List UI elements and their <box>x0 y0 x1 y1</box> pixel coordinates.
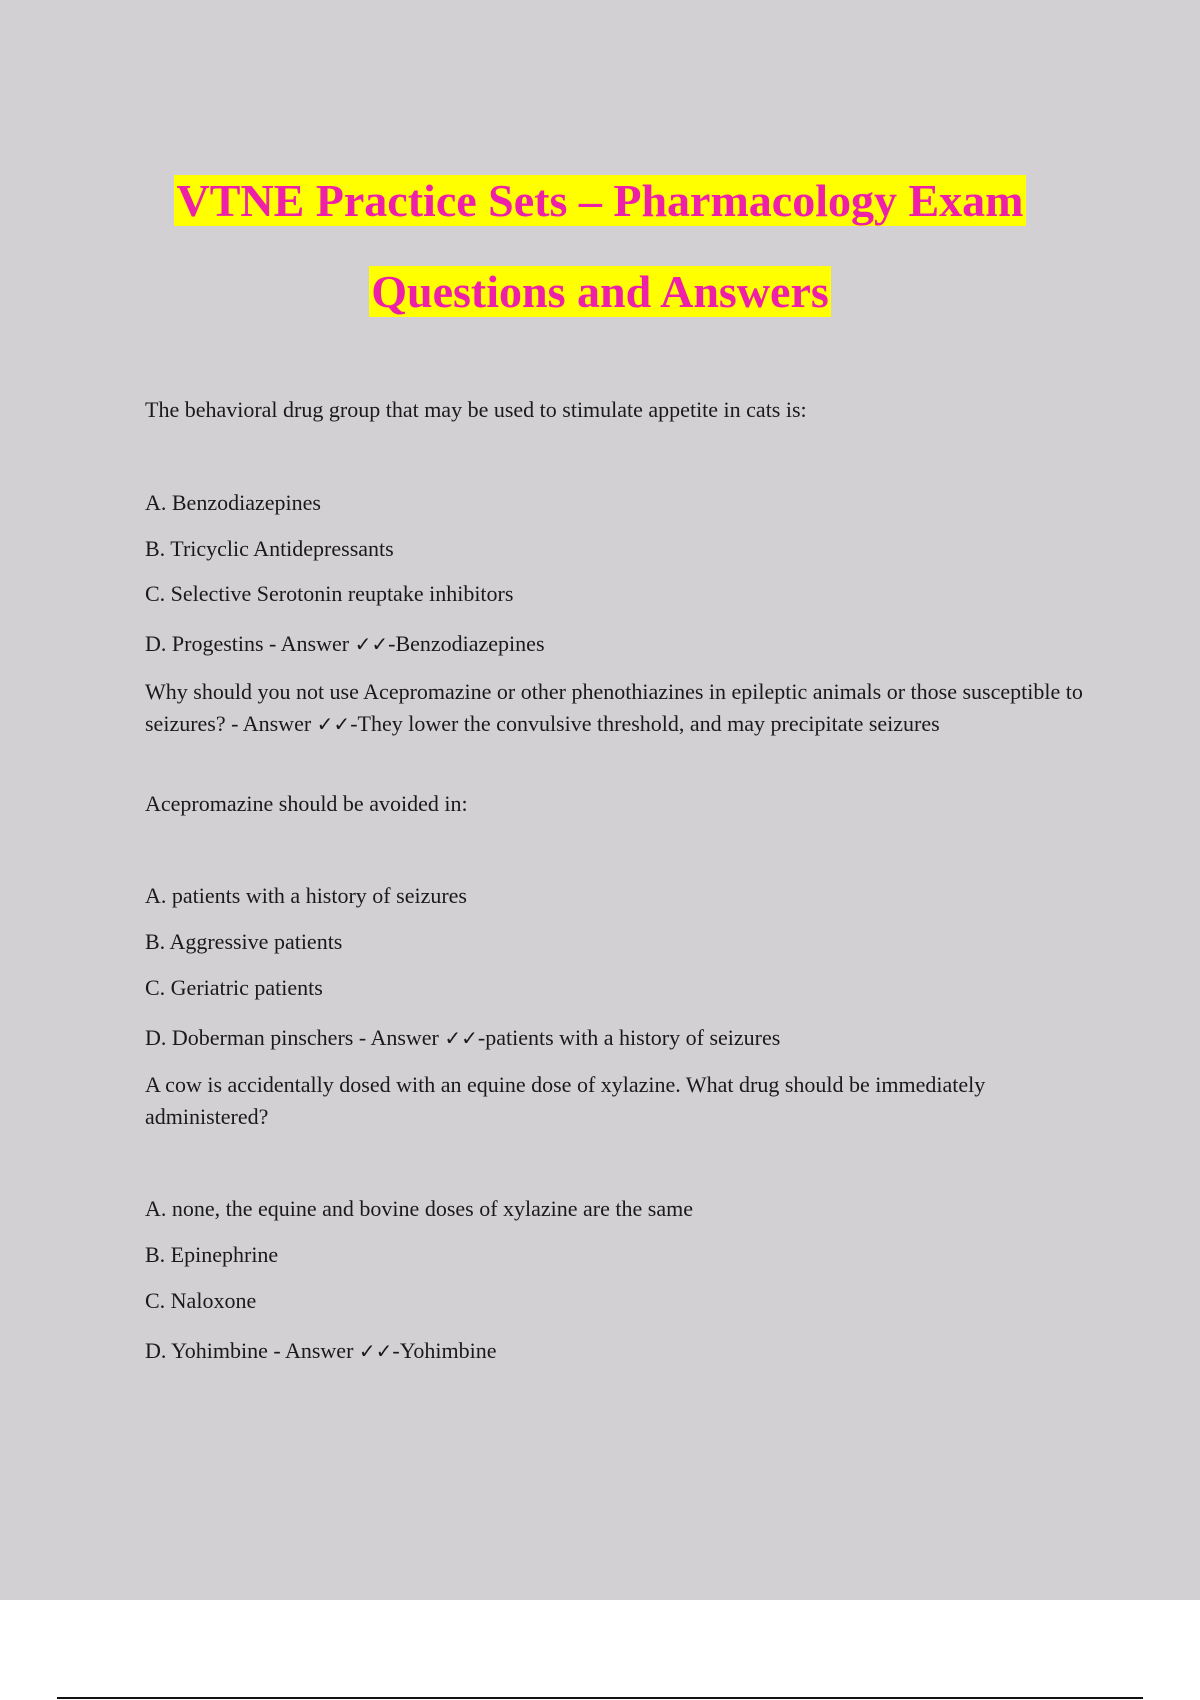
check-mark-icon: ✓✓ <box>316 712 351 736</box>
question-2-prompt: Why should you not use Acepromazine or other phenothiazines in epileptic animals or those susceptible to seizures? - Answer <box>145 679 1083 736</box>
question-2 <box>145 676 1085 740</box>
document-title-line-1 <box>100 170 1100 232</box>
question-4-option-c: C. Naloxone <box>145 1288 257 1313</box>
question-3-option-c: C. Geriatric patients <box>145 975 323 1000</box>
question-4-answer: -Yohimbine <box>392 1338 497 1363</box>
check-mark-icon: ✓✓ <box>444 1026 478 1050</box>
check-mark-icon: ✓✓ <box>354 632 389 656</box>
question-1-answer: -Benzodiazepines <box>388 631 545 656</box>
question-3-answer: -patients with a history of seizures <box>477 1025 781 1050</box>
title-highlight-1: VTNE Practice Sets – Pharmacology Exam <box>176 175 1024 226</box>
question-1-option-d-text: D. Progestins - Answer <box>145 631 355 656</box>
question-4-option-d <box>145 1335 497 1367</box>
question-4-option-d-text: D. Yohimbine - Answer <box>145 1338 359 1363</box>
question-1-option-b: B. Tricyclic Antidepressants <box>145 536 394 561</box>
question-1-option-d <box>145 628 545 660</box>
check-mark-icon: ✓✓ <box>358 1339 393 1363</box>
question-2-answer: -They lower the convulsive threshold, and may precipitate seizures <box>350 711 940 736</box>
footer-divider <box>57 1697 1143 1699</box>
next-page-area <box>0 1600 1200 1700</box>
question-3-option-b: B. Aggressive patients <box>145 929 343 954</box>
question-3-prompt: Acepromazine should be avoided in: <box>145 791 468 816</box>
question-1-option-a: A. Benzodiazepines <box>145 490 321 515</box>
question-1-option-c: C. Selective Serotonin reuptake inhibitors <box>145 581 514 606</box>
title-highlight-2: Questions and Answers <box>371 266 829 317</box>
question-4-prompt: A cow is accidentally dosed with an equine dose of xylazine. What drug should be immediately administered? <box>145 1072 986 1129</box>
question-4-option-a: A. none, the equine and bovine doses of xylazine are the same <box>145 1196 693 1221</box>
question-1-prompt: The behavioral drug group that may be used to stimulate appetite in cats is: <box>145 397 807 422</box>
question-3-option-a: A. patients with a history of seizures <box>145 883 467 908</box>
question-3-option-d <box>145 1022 780 1054</box>
question-4-option-b: B. Epinephrine <box>145 1242 279 1267</box>
question-3-option-d-text: D. Doberman pinschers - Answer <box>145 1025 445 1050</box>
document-title-line-2 <box>100 261 1100 323</box>
